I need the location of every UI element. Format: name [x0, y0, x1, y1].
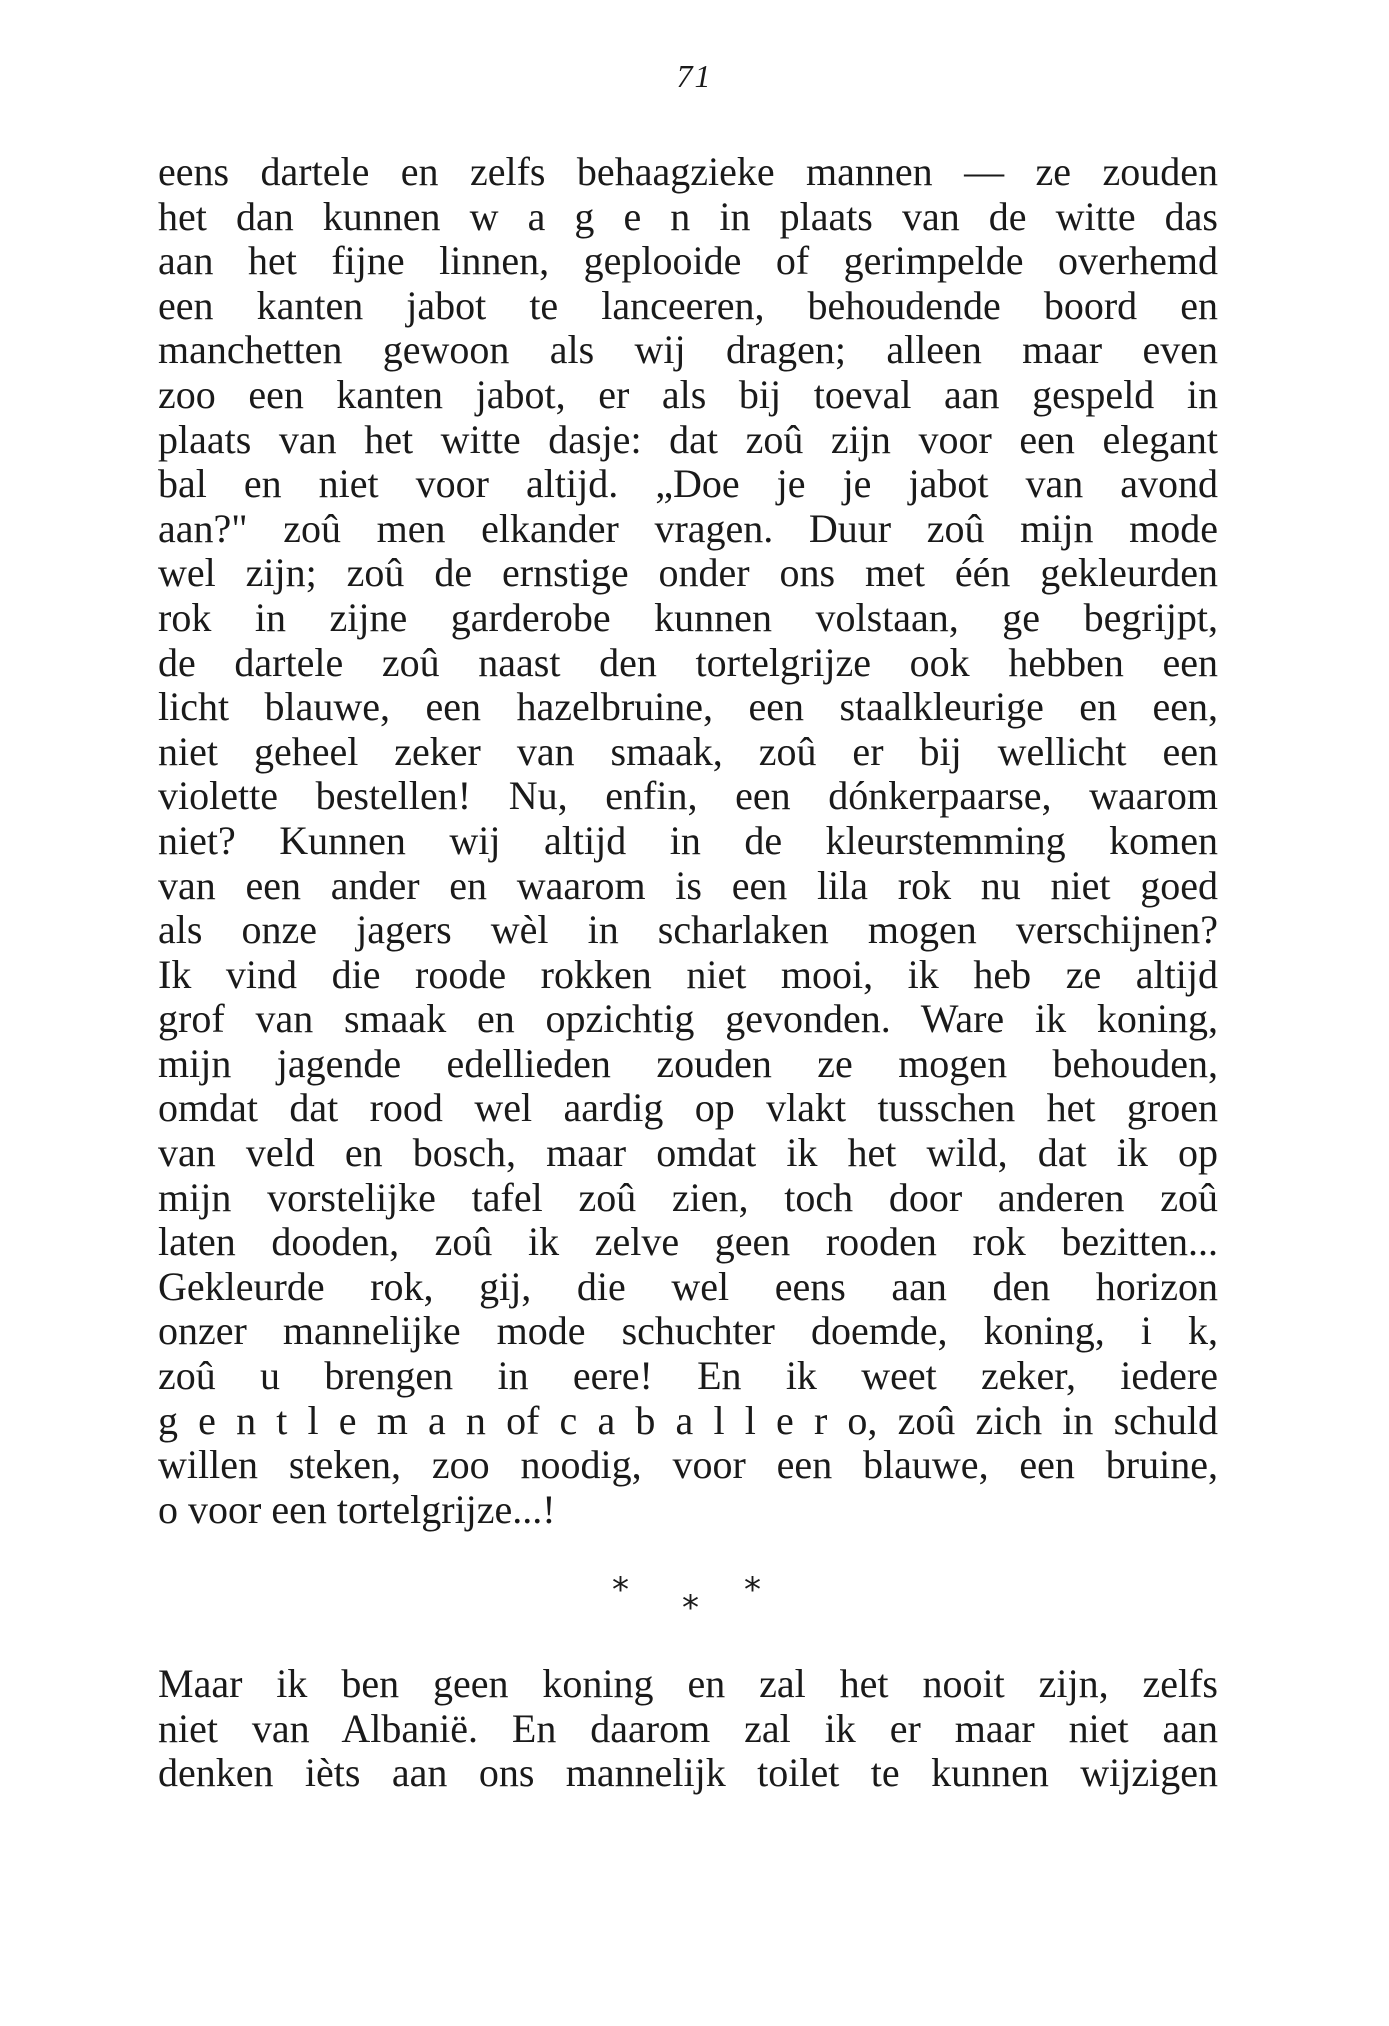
- asterisk-icon: *: [744, 1570, 761, 1610]
- text-line: g e n t l e m a n of c a b a l l e r o, zoû zich in schuld: [158, 1397, 1218, 1443]
- text-line: willen steken, zoo noodig, voor een blauwe, een bruine,: [158, 1442, 1218, 1488]
- text-line: als onze jagers wèl in scharlaken mogen verschijnen?: [158, 907, 1218, 953]
- text-line: laten dooden, zoû ik zelve geen rooden rok bezitten...: [158, 1219, 1218, 1265]
- text-line: omdat dat rood wel aardig op vlakt tusschen het groen: [158, 1085, 1218, 1131]
- text-line: zoû u brengen in eere! En ik weet zeker, iedere: [158, 1353, 1218, 1399]
- text-line: het dan kunnen w a g e n in plaats van de witte das: [158, 193, 1218, 239]
- text-line: eens dartele en zelfs behaagzieke mannen — ze zouden: [158, 149, 1218, 194]
- text-line: denken ièts aan ons mannelijk toilet te kunnen wijzigen: [158, 1750, 1218, 1796]
- text-line: mijn vorstelijke tafel zoû zien, toch door anderen zoû: [158, 1174, 1218, 1220]
- text-line: zoo een kanten jabot, er als bij toeval aan gespeld in: [158, 371, 1218, 417]
- text-line: niet geheel zeker van smaak, zoû er bij wellicht een: [158, 728, 1218, 774]
- text-line: violette bestellen! Nu, enfin, een dónkerpaarse, waarom: [158, 773, 1218, 819]
- text-line: niet van Albanië. En daarom zal ik er maar niet aan: [158, 1705, 1218, 1751]
- text-line: wel zijn; zoû de ernstige onder ons met één gekleurden: [158, 550, 1218, 596]
- text-line: manchetten gewoon als wij dragen; alleen maar even: [158, 327, 1218, 373]
- text-line: mijn jagende edellieden zouden ze mogen behouden,: [158, 1040, 1218, 1086]
- text-line: van veld en bosch, maar omdat ik het wild, dat ik op: [158, 1130, 1218, 1176]
- text-line: niet? Kunnen wij altijd in de kleurstemming komen: [158, 817, 1218, 863]
- text-line: o voor een tortelgrijze...!: [158, 1486, 556, 1532]
- text-line: Gekleurde rok, gij, die wel eens aan den horizon: [158, 1263, 1218, 1309]
- text-line: onzer mannelijke mode schuchter doemde, koning, i k,: [158, 1308, 1218, 1354]
- section-separator: [0, 1570, 1389, 1630]
- text-line: rok in zijne garderobe kunnen volstaan, ge begrijpt,: [158, 594, 1218, 640]
- text-line: grof van smaak en opzichtig gevonden. Ware ik koning,: [158, 996, 1218, 1042]
- text-line: Maar ik ben geen koning en zal het nooit zijn, zelfs: [158, 1661, 1218, 1706]
- asterisk-icon: *: [682, 1588, 699, 1628]
- text-line: aan?" zoû men elkander vragen. Duur zoû mijn mode: [158, 505, 1218, 551]
- paragraph-1: [158, 150, 1218, 1532]
- page-number: 71: [676, 58, 713, 94]
- text-line: van een ander en waarom is een lila rok nu niet goed: [158, 862, 1218, 908]
- text-line: de dartele zoû naast den tortelgrijze ook hebben een: [158, 639, 1218, 685]
- text-line: een kanten jabot te lanceeren, behoudende boord en: [158, 282, 1218, 328]
- text-line: plaats van het witte dasje: dat zoû zijn voor een elegant: [158, 416, 1218, 462]
- paragraph-2: [158, 1662, 1218, 1796]
- text-line: bal en niet voor altijd. „Doe je je jabot van avond: [158, 461, 1218, 507]
- text-line: Ik vind die roode rokken niet mooi, ik heb ze altijd: [158, 951, 1218, 997]
- text-line: licht blauwe, een hazelbruine, een staalkleurige en een,: [158, 684, 1218, 730]
- asterisk-icon: *: [612, 1570, 629, 1610]
- text-line: aan het fijne linnen, geplooide of gerimpelde overhemd: [158, 238, 1218, 284]
